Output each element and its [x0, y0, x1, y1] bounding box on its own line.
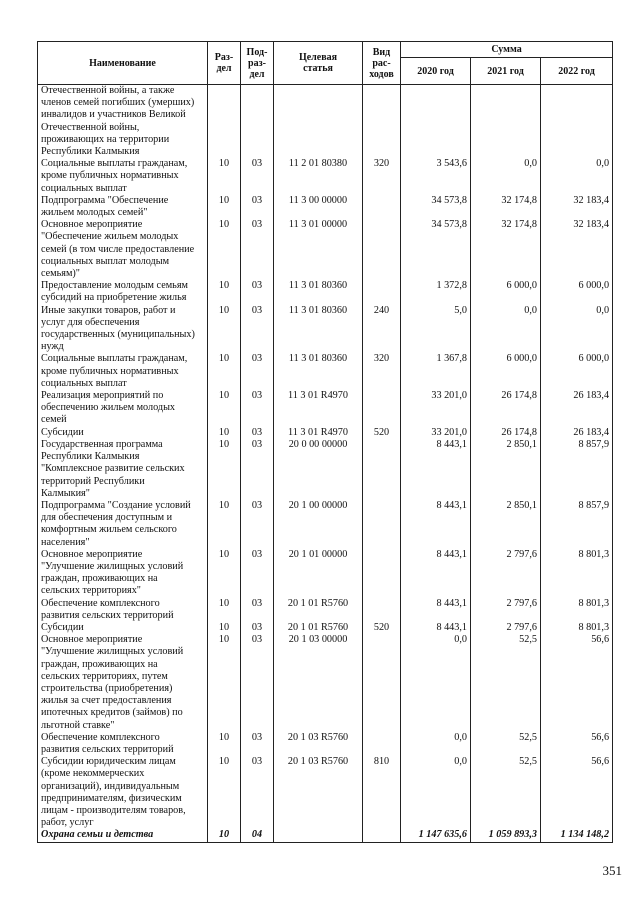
row-target: 11 3 01 00000	[274, 219, 363, 280]
row-sum-2020: 8 443,1	[401, 549, 471, 598]
row-section: 10	[208, 219, 241, 280]
row-sum-2022: 56,6	[541, 756, 613, 829]
table-row	[38, 85, 613, 159]
row-expense-type	[363, 195, 401, 219]
row-sum-2020: 0,0	[401, 756, 471, 829]
row-name: Субсидии	[38, 427, 208, 439]
row-sum-2020: 34 573,8	[401, 219, 471, 280]
row-sum-2020: 8 443,1	[401, 598, 471, 622]
row-section: 10	[208, 549, 241, 598]
table-body	[38, 85, 613, 843]
row-expense-type: 320	[363, 158, 401, 195]
row-target: 11 3 01 R4970	[274, 390, 363, 427]
header-section: Раз- дел	[208, 42, 241, 85]
table-row	[38, 353, 613, 390]
row-section: 10	[208, 427, 241, 439]
header-expense-type: Вид рас- ходов	[363, 42, 401, 85]
row-expense-type	[363, 390, 401, 427]
row-subsection: 03	[241, 195, 274, 219]
row-sum-2022: 56,6	[541, 732, 613, 756]
row-subsection: 03	[241, 219, 274, 280]
row-target: 11 2 01 80380	[274, 158, 363, 195]
row-subsection: 03	[241, 305, 274, 354]
row-section: 10	[208, 598, 241, 622]
row-section: 10	[208, 280, 241, 304]
row-sum-2022: 32 183,4	[541, 219, 613, 280]
row-sum-2020: 8 443,1	[401, 622, 471, 634]
row-section: 10	[208, 829, 241, 842]
row-expense-type: 520	[363, 622, 401, 634]
row-name: Иные закупки товаров, работ и услуг для обеспечения государственных (муниципальных) нужд	[38, 305, 208, 354]
table-row	[38, 280, 613, 304]
row-subsection: 03	[241, 439, 274, 500]
row-expense-type	[363, 829, 401, 842]
row-expense-type	[363, 219, 401, 280]
row-sum-2021: 52,5	[471, 732, 541, 756]
row-name: Предоставление молодым семьям субсидий на приобретение жилья	[38, 280, 208, 304]
row-subsection: 03	[241, 500, 274, 549]
row-subsection: 03	[241, 598, 274, 622]
table-row	[38, 500, 613, 549]
table-row	[38, 219, 613, 280]
row-target: 11 3 01 80360	[274, 305, 363, 354]
table-row	[38, 732, 613, 756]
row-sum-2021: 26 174,8	[471, 427, 541, 439]
row-name: Государственная программа Республики Калмыкия "Комплексное развитие сельских территорий Республики Калмыкия"	[38, 439, 208, 500]
row-section: 10	[208, 439, 241, 500]
row-sum-2020: 3 543,6	[401, 158, 471, 195]
row-sum-2020: 0,0	[401, 732, 471, 756]
row-name: Подпрограмма "Создание условий для обеспечения доступным и комфортным жильем сельского населения"	[38, 500, 208, 549]
row-subsection: 03	[241, 634, 274, 732]
row-sum-2021: 2 797,6	[471, 549, 541, 598]
row-sum-2022: 26 183,4	[541, 390, 613, 427]
row-sum-2021	[471, 85, 541, 159]
row-sum-2022: 26 183,4	[541, 427, 613, 439]
row-sum-2022: 8 801,3	[541, 549, 613, 598]
row-sum-2020: 1 367,8	[401, 353, 471, 390]
row-sum-2021: 2 797,6	[471, 622, 541, 634]
row-expense-type	[363, 280, 401, 304]
table-row	[38, 829, 613, 842]
table-row	[38, 195, 613, 219]
row-sum-2022: 1 134 148,2	[541, 829, 613, 842]
row-sum-2021: 26 174,8	[471, 390, 541, 427]
row-target: 11 3 00 00000	[274, 195, 363, 219]
row-section: 10	[208, 353, 241, 390]
table-row	[38, 756, 613, 829]
row-expense-type	[363, 439, 401, 500]
row-expense-type	[363, 634, 401, 732]
row-target: 20 1 00 00000	[274, 500, 363, 549]
header-year-2020: 2020 год	[401, 58, 471, 85]
row-target	[274, 829, 363, 842]
row-name: Социальные выплаты гражданам, кроме публичных нормативных социальных выплат	[38, 158, 208, 195]
row-section: 10	[208, 195, 241, 219]
row-expense-type	[363, 500, 401, 549]
table-row	[38, 549, 613, 598]
row-expense-type: 520	[363, 427, 401, 439]
row-expense-type	[363, 549, 401, 598]
row-section: 10	[208, 390, 241, 427]
row-expense-type: 810	[363, 756, 401, 829]
row-sum-2021: 2 797,6	[471, 598, 541, 622]
row-subsection: 04	[241, 829, 274, 842]
row-name: Основное мероприятие "Обеспечение жильем молодых семей (в том числе предоставление социальных выплат молодым семьям)"	[38, 219, 208, 280]
header-year-2022: 2022 год	[541, 58, 613, 85]
row-subsection: 03	[241, 549, 274, 598]
row-sum-2020: 33 201,0	[401, 427, 471, 439]
row-sum-2021: 6 000,0	[471, 353, 541, 390]
row-name: Подпрограмма "Обеспечение жильем молодых семей"	[38, 195, 208, 219]
row-target: 20 1 03 00000	[274, 634, 363, 732]
row-expense-type	[363, 732, 401, 756]
row-sum-2022: 8 801,3	[541, 598, 613, 622]
row-sum-2021: 2 850,1	[471, 500, 541, 549]
row-name: Обеспечение комплексного развития сельских территорий	[38, 598, 208, 622]
row-sum-2022: 8 857,9	[541, 500, 613, 549]
row-expense-type: 320	[363, 353, 401, 390]
row-subsection: 03	[241, 732, 274, 756]
row-sum-2020: 8 443,1	[401, 500, 471, 549]
row-expense-type: 240	[363, 305, 401, 354]
row-subsection	[241, 85, 274, 159]
row-sum-2022: 8 801,3	[541, 622, 613, 634]
budget-table	[37, 41, 613, 843]
table-row	[38, 634, 613, 732]
row-sum-2020: 0,0	[401, 634, 471, 732]
row-target: 20 1 01 00000	[274, 549, 363, 598]
table-row	[38, 158, 613, 195]
row-sum-2020: 8 443,1	[401, 439, 471, 500]
row-sum-2021: 2 850,1	[471, 439, 541, 500]
table-row	[38, 622, 613, 634]
row-sum-2022: 32 183,4	[541, 195, 613, 219]
row-target	[274, 85, 363, 159]
row-sum-2020: 34 573,8	[401, 195, 471, 219]
row-name: Основное мероприятие "Улучшение жилищных условий граждан, проживающих на сельских территориях, путем строительства (приобретения) жилья за счет предоставления ипотечных кредитов (займов) по льготной ставке"	[38, 634, 208, 732]
row-name: Реализация мероприятий по обеспечению жильем молодых семей	[38, 390, 208, 427]
row-sum-2022: 0,0	[541, 158, 613, 195]
row-subsection: 03	[241, 390, 274, 427]
row-sum-2020: 33 201,0	[401, 390, 471, 427]
row-name: Основное мероприятие "Улучшение жилищных условий граждан, проживающих на сельских территориях"	[38, 549, 208, 598]
row-sum-2021: 1 059 893,3	[471, 829, 541, 842]
row-target: 20 1 03 R5760	[274, 756, 363, 829]
row-sum-2022: 0,0	[541, 305, 613, 354]
row-expense-type	[363, 598, 401, 622]
row-section: 10	[208, 732, 241, 756]
row-section: 10	[208, 634, 241, 732]
header-subsection: Под- раз- дел	[241, 42, 274, 85]
row-sum-2022: 56,6	[541, 634, 613, 732]
row-sum-2022: 8 857,9	[541, 439, 613, 500]
row-sum-2021: 6 000,0	[471, 280, 541, 304]
row-target: 11 3 01 R4970	[274, 427, 363, 439]
row-sum-2021: 0,0	[471, 158, 541, 195]
row-expense-type	[363, 85, 401, 159]
row-subsection: 03	[241, 622, 274, 634]
row-subsection: 03	[241, 280, 274, 304]
row-section: 10	[208, 305, 241, 354]
row-sum-2022: 6 000,0	[541, 280, 613, 304]
header-sum: Сумма	[401, 42, 613, 58]
table-header	[38, 42, 613, 85]
table-row	[38, 598, 613, 622]
row-target: 20 0 00 00000	[274, 439, 363, 500]
header-name: Наименование	[38, 42, 208, 85]
row-name: Отечественной войны, а также членов семей погибших (умерших) инвалидов и участников Великой Отечественной войны, проживающих на территории Республики Калмыкия	[38, 85, 208, 159]
row-sum-2022: 6 000,0	[541, 353, 613, 390]
row-sum-2020: 1 147 635,6	[401, 829, 471, 842]
table-row	[38, 390, 613, 427]
row-sum-2021: 32 174,8	[471, 195, 541, 219]
row-sum-2021: 32 174,8	[471, 219, 541, 280]
row-sum-2021: 0,0	[471, 305, 541, 354]
row-section: 10	[208, 158, 241, 195]
row-target: 20 1 03 R5760	[274, 732, 363, 756]
row-subsection: 03	[241, 427, 274, 439]
row-subsection: 03	[241, 353, 274, 390]
row-sum-2021: 52,5	[471, 756, 541, 829]
row-name: Охрана семьи и детства	[38, 829, 208, 842]
row-sum-2020: 1 372,8	[401, 280, 471, 304]
row-name: Субсидии юридическим лицам (кроме некоммерческих организаций), индивидуальным предпринимателям, физическим лицам - производителям товаров, работ, услуг	[38, 756, 208, 829]
row-sum-2020	[401, 85, 471, 159]
row-name: Социальные выплаты гражданам, кроме публичных нормативных социальных выплат	[38, 353, 208, 390]
page-number: 351	[602, 863, 622, 878]
row-sum-2020: 5,0	[401, 305, 471, 354]
row-name: Субсидии	[38, 622, 208, 634]
header-target: Целевая статья	[274, 42, 363, 85]
row-sum-2021: 52,5	[471, 634, 541, 732]
table-row	[38, 439, 613, 500]
table-row	[38, 305, 613, 354]
row-target: 11 3 01 80360	[274, 280, 363, 304]
header-year-2021: 2021 год	[471, 58, 541, 85]
row-section: 10	[208, 622, 241, 634]
row-target: 11 3 01 80360	[274, 353, 363, 390]
row-section: 10	[208, 500, 241, 549]
row-section	[208, 85, 241, 159]
row-name: Обеспечение комплексного развития сельских территорий	[38, 732, 208, 756]
row-section: 10	[208, 756, 241, 829]
row-subsection: 03	[241, 756, 274, 829]
row-target: 20 1 01 R5760	[274, 598, 363, 622]
table-row	[38, 427, 613, 439]
row-target: 20 1 01 R5760	[274, 622, 363, 634]
row-subsection: 03	[241, 158, 274, 195]
row-sum-2022	[541, 85, 613, 159]
